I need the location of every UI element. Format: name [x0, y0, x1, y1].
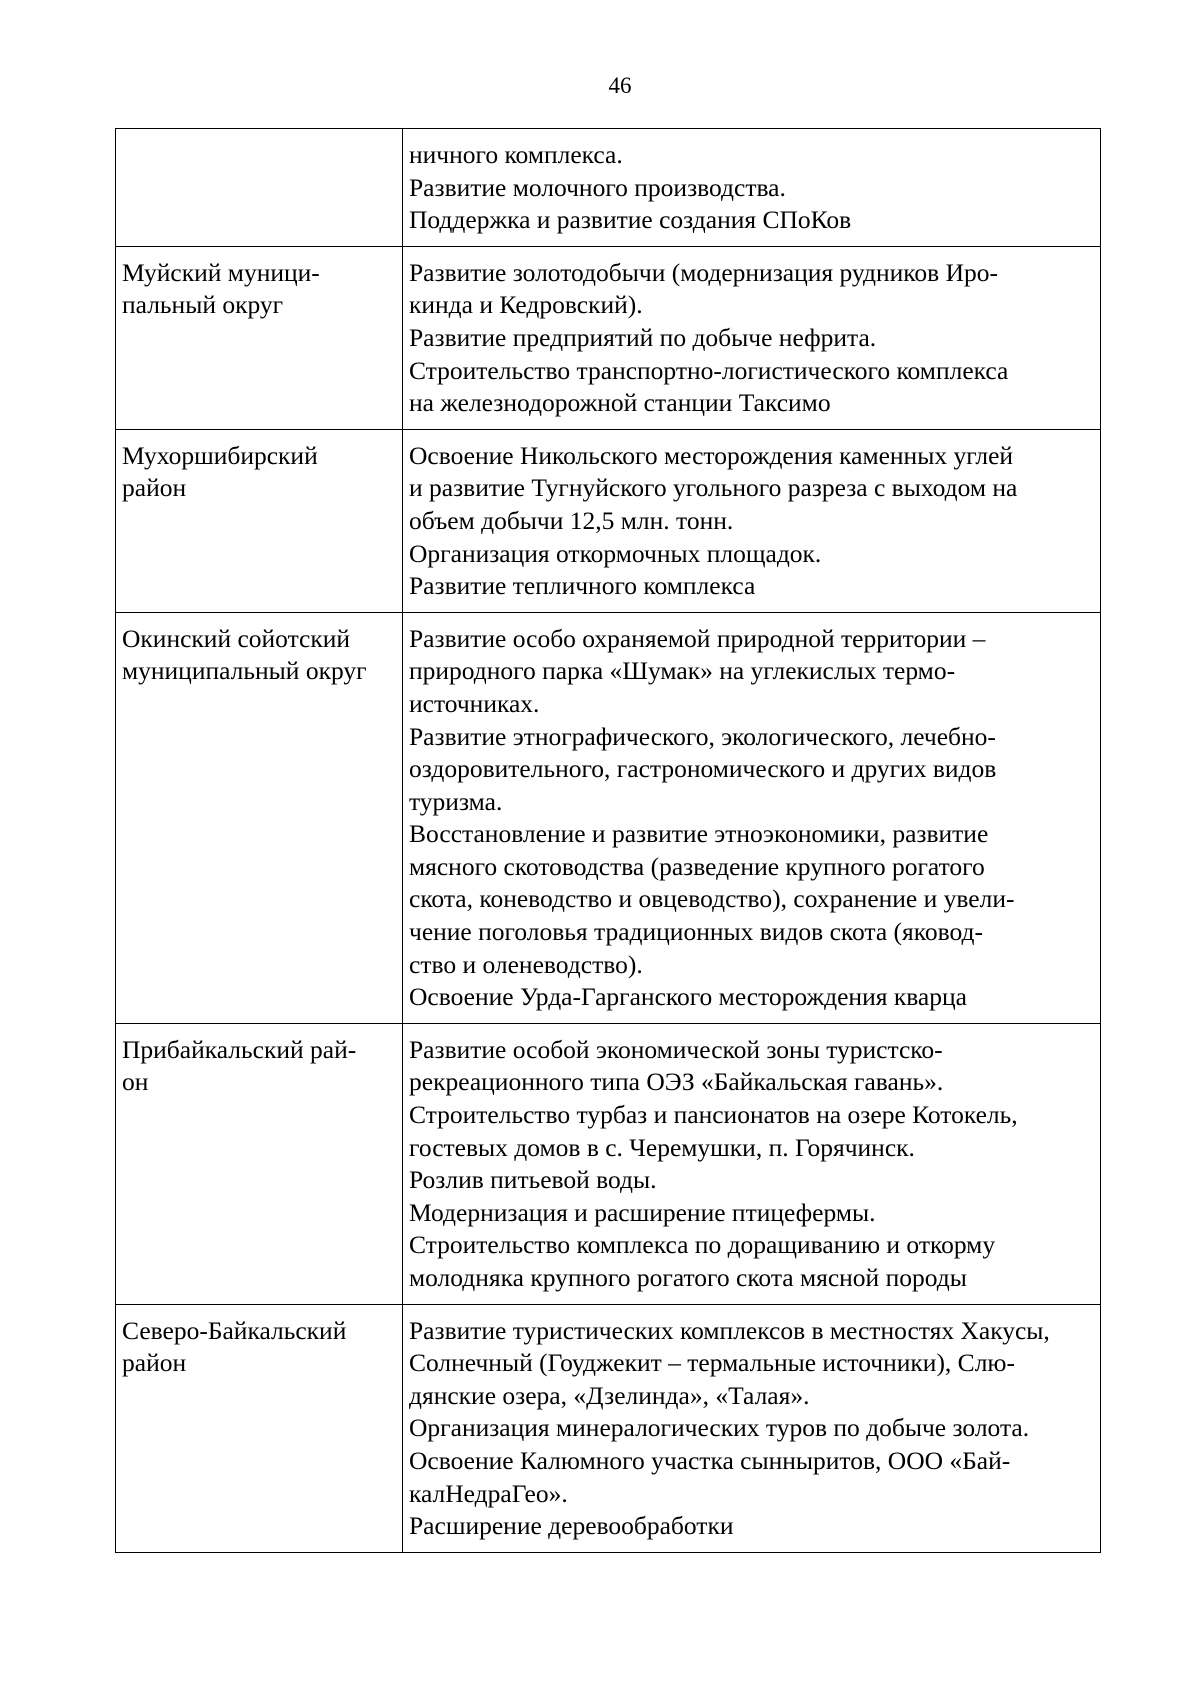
district-name-line: Северо-Байкальский: [122, 1315, 347, 1345]
measure-line: чение поголовья традиционных видов скота (яковод-: [409, 917, 983, 947]
district-name-line: пальный округ: [122, 290, 284, 320]
district-cell: [116, 1304, 403, 1552]
table-row: [116, 246, 1101, 429]
measures-cell: [403, 129, 1101, 247]
measure-line: рекреационного типа ОЭЗ «Байкальская гавань».: [409, 1067, 944, 1097]
table-row: [116, 612, 1101, 1023]
measure-line: Развитие особой экономической зоны туристско-: [409, 1034, 943, 1064]
measure-line: Розлив питьевой воды.: [409, 1165, 657, 1195]
table-row: [116, 1304, 1101, 1552]
measure-line: Освоение Никольского месторождения каменных углей: [409, 440, 1014, 470]
measure-line: Развитие особо охраняемой природной территории –: [409, 623, 986, 653]
measure-line: объем добычи 12,5 млн. тонн.: [409, 505, 734, 535]
measure-line: Строительство транспортно-логистического комплекса: [409, 355, 1009, 385]
table-row: [116, 429, 1101, 612]
measure-line: Строительство турбаз и пансионатов на озере Котокель,: [409, 1100, 1018, 1130]
measure-line: и развитие Тугнуйского угольного разреза с выходом на: [409, 473, 1018, 503]
district-name-line: Прибайкальский рай-: [122, 1034, 357, 1064]
measure-line: Развитие тепличного комплекса: [409, 571, 756, 601]
measure-line: Строительство комплекса по доращиванию и откорму: [409, 1230, 996, 1260]
district-cell: [116, 129, 403, 247]
measure-line: Солнечный (Гоуджекит – термальные источники), Слю-: [409, 1348, 1015, 1378]
page-number: 46: [608, 73, 632, 98]
measure-line: молодняка крупного рогатого скота мясной породы: [409, 1263, 967, 1292]
measures-cell: [403, 1304, 1101, 1552]
table-row: [116, 129, 1101, 247]
district-name-line: район: [122, 473, 187, 503]
measures-cell: [403, 1023, 1101, 1304]
measures-cell: [403, 429, 1101, 612]
district-cell: [116, 612, 403, 1023]
measure-line: калНедраГео».: [409, 1478, 568, 1508]
district-name-line: муниципальный округ: [122, 656, 367, 686]
measure-line: оздоровительного, гастрономического и других видов: [409, 754, 997, 784]
measure-line: мясного скотоводства (разведение крупного рогатого: [409, 851, 985, 881]
district-name-line: район: [122, 1348, 187, 1378]
measures-cell: [403, 246, 1101, 429]
measure-line: Восстановление и развитие этноэкономики, развитие: [409, 819, 989, 849]
districts-table: [115, 128, 1101, 1553]
measure-line: Развитие туристических комплексов в местностях Хакусы,: [409, 1315, 1050, 1345]
measure-line: Развитие молочного производства.: [409, 172, 786, 202]
measure-line: дянские озера, «Дзелинда», «Талая».: [409, 1380, 810, 1410]
measure-line: Модернизация и расширение птицефермы.: [409, 1197, 876, 1227]
measure-line: Развитие предприятий по добыче нефрита.: [409, 322, 877, 352]
measure-line: источниках.: [409, 688, 540, 718]
measure-line: Расширение деревообработки: [409, 1511, 734, 1541]
district-name-line: Муйский муници-: [122, 257, 320, 287]
measure-line: кинда и Кедровский).: [409, 290, 643, 320]
district-name-line: Мухоршибирский: [122, 440, 318, 470]
measure-line: на железнодорожной станции Таксимо: [409, 388, 831, 418]
measure-line: Организация минералогических туров по добыче золота.: [409, 1413, 1030, 1443]
district-name-line: он: [122, 1067, 149, 1097]
measure-line: Организация откормочных площадок.: [409, 538, 822, 568]
district-cell: [116, 246, 403, 429]
measure-line: Развитие этнографического, экологического, лечебно-: [409, 721, 996, 751]
measure-line: ничного комплекса.: [409, 140, 623, 169]
district-name-line: Окинский сойотский: [122, 623, 351, 653]
measure-line: Освоение Урда-Гарганского месторождения кварца: [409, 982, 967, 1012]
measure-line: скота, коневодство и овцеводство), сохранение и увели-: [409, 884, 1015, 914]
measure-line: туризма.: [409, 786, 503, 816]
district-cell: [116, 1023, 403, 1304]
measure-line: Поддержка и развитие создания СПоКов: [409, 205, 852, 235]
measure-line: гостевых домов в с. Черемушки, п. Горячинск.: [409, 1132, 915, 1162]
table-row: [116, 1023, 1101, 1304]
measures-cell: [403, 612, 1101, 1023]
measure-line: Развитие золотодобычи (модернизация рудников Иро-: [409, 257, 998, 287]
measure-line: Освоение Калюмного участка сынныритов, ООО «Бай-: [409, 1445, 1011, 1475]
measure-line: ство и оленеводство).: [409, 949, 643, 979]
measure-line: природного парка «Шумак» на углекислых термо-: [409, 656, 956, 686]
district-cell: [116, 429, 403, 612]
